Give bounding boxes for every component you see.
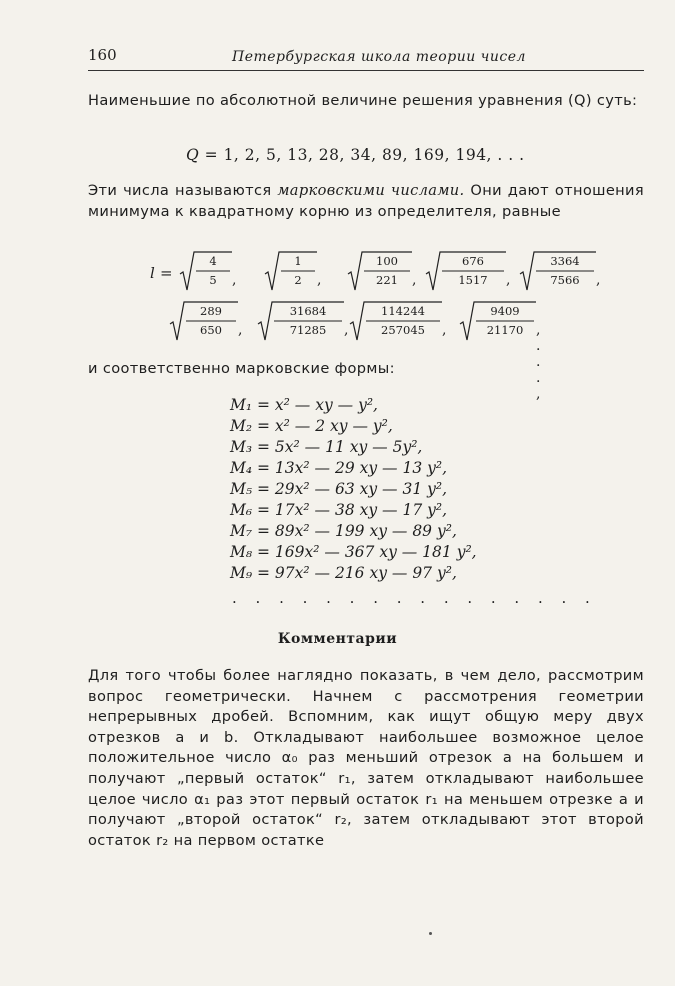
markov-form: M₂ = x² — 2 xy — y², — [230, 417, 393, 435]
radical-fraction — [258, 300, 349, 344]
radical-fraction — [520, 250, 601, 294]
fraction-separator: , — [344, 322, 349, 338]
fraction-numerator: 100 — [376, 254, 398, 268]
fraction-numerator: 9409 — [490, 304, 520, 318]
radical-fraction — [348, 250, 417, 294]
fraction-separator: , — [317, 272, 322, 288]
radical-fraction — [460, 300, 541, 402]
markov-form: M₇ = 89x² — 199 xy — 89 y², — [230, 522, 457, 540]
radical-equals: = — [160, 264, 173, 282]
intro-paragraph: Наименьшие по абсолютной величине решения уравнения (Q) суть: — [88, 92, 638, 109]
fraction-numerator: 3364 — [550, 254, 580, 268]
fraction-separator: , — [238, 322, 243, 338]
comment-paragraph: Для того чтобы более наглядно показать, в чем дело, рассмотрим вопрос геометрически. Начнем с рассмотрения геометрии непрерывных дробей. Вспомним, как ищут общую меру двух отрезков a и b. Откладывают наибольшее возможное целое положительное число α₀ раз меньший отрезок a на большем и получают „первый остаток“ r₁, затем откладывают наибольшее целое число α₁ раз этот первый остаток r₁ на меньшем отрезке a и получают „второй остаток“ r₂, затем откладывают этот второй остаток r₂ на первом остатке — [88, 667, 644, 849]
fraction-denominator: 7566 — [550, 273, 580, 287]
fraction-separator: , — [596, 272, 601, 288]
sequence-values: = 1, 2, 5, 13, 28, 34, 89, 169, 194, . . . — [204, 146, 525, 164]
fraction-numerator: 1 — [294, 254, 302, 268]
fraction-denominator: 221 — [376, 273, 398, 287]
radical-label: l — [150, 264, 155, 282]
fraction-denominator: 650 — [200, 323, 222, 337]
markov-form: M₅ = 29x² — 63 xy — 31 y², — [230, 480, 448, 498]
sequence-variable: Q — [186, 146, 200, 164]
markov-paragraph — [88, 180, 644, 222]
fraction-numerator: 4 — [209, 254, 217, 268]
fraction-denominator: 2 — [294, 273, 302, 287]
fraction-denominator: 71285 — [289, 323, 327, 337]
fraction-separator: , — [442, 322, 447, 338]
markov-form: M₆ = 17x² — 38 xy — 17 y², — [230, 501, 448, 519]
page-number: 160 — [88, 46, 117, 64]
radical-fraction — [265, 250, 322, 294]
page-header — [88, 46, 644, 71]
fraction-separator: , — [506, 272, 511, 288]
fraction-denominator: 257045 — [381, 323, 425, 337]
fraction-denominator: 1517 — [458, 273, 488, 287]
fraction-numerator: 31684 — [289, 304, 327, 318]
markov-form: M₈ = 169x² — 367 xy — 181 y², — [230, 543, 477, 561]
markov-form: M₉ = 97x² — 216 xy — 97 y², — [230, 564, 457, 582]
print-speck — [429, 932, 432, 935]
markov-form: M₄ = 13x² — 29 xy — 13 y², — [230, 459, 448, 477]
markov-form: M₁ = x² — xy — y², — [230, 396, 378, 414]
markov-text-before: Эти числа называются — [88, 182, 278, 199]
radical-fraction — [170, 300, 243, 344]
fraction-numerator: 676 — [462, 254, 484, 268]
fraction-numerator: 289 — [200, 304, 222, 318]
markov-term: марковскими числами. — [277, 182, 465, 199]
continuation-dots: . . . . . . . . . . . . . . . . — [232, 589, 597, 607]
markov-form: M₃ = 5x² — 11 xy — 5y², — [230, 438, 423, 456]
markov-sequence — [186, 146, 525, 164]
radical-fraction — [426, 250, 511, 294]
running-title: Петербургская школа теории чисел — [232, 49, 526, 65]
fraction-denominator: 5 — [209, 273, 217, 287]
markov-forms — [230, 395, 530, 584]
forms-intro: и соответственно марковские формы: — [88, 360, 395, 377]
markov-text-after: Они дают отношения минимума к квадратному корню из определителя, равные — [88, 182, 645, 220]
comment-heading: Комментарии — [277, 631, 398, 647]
fraction-denominator: 21170 — [486, 323, 524, 337]
fraction-separator: , . . . , — [536, 322, 541, 402]
radical-fraction — [350, 300, 447, 344]
fraction-separator: , — [412, 272, 417, 288]
radical-fraction — [180, 250, 237, 294]
fraction-numerator: 114244 — [381, 304, 425, 318]
fraction-separator: , — [232, 272, 237, 288]
